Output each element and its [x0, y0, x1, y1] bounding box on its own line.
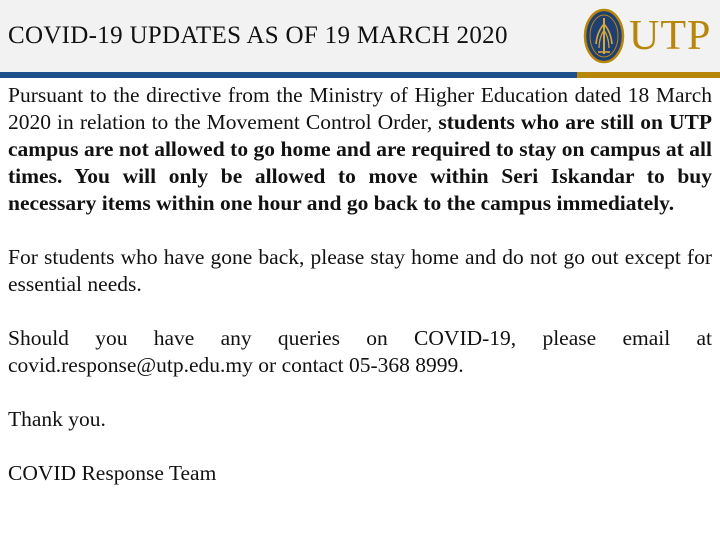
divider-blue — [0, 72, 577, 78]
paragraph-directive — [8, 82, 712, 217]
paragraph-gone-back: For students who have gone back, please stay home and do not go out except for essential needs. — [8, 245, 712, 296]
signature: COVID Response Team — [8, 461, 217, 485]
divider-gold — [577, 72, 720, 78]
utp-logo — [583, 8, 718, 66]
paragraph-queries: Should you have any queries on COVID-19, please email at covid.response@utp.edu.my or contact 05-368 8999. — [8, 326, 712, 377]
utp-seal-icon — [583, 8, 625, 64]
page-title: COVID-19 UPDATES AS OF 19 MARCH 2020 — [8, 22, 508, 49]
announcement-body — [8, 82, 712, 514]
directive-bold: students who are still on UTP campus are not allowed to go home and are required to stay on campus at all times. You will only be allowed to move within Seri Iskandar to buy necessary items within one hour and go back to the campus immediately. — [8, 110, 712, 215]
header-bar — [0, 0, 720, 72]
paragraph-thanks: Thank you. — [8, 407, 106, 431]
logo-wordmark: UTP — [629, 13, 712, 59]
directive-intro: Pursuant to the directive from the Ministry of Higher Education dated 18 March 2020 in relation to the Movement Control Order, — [8, 83, 712, 134]
